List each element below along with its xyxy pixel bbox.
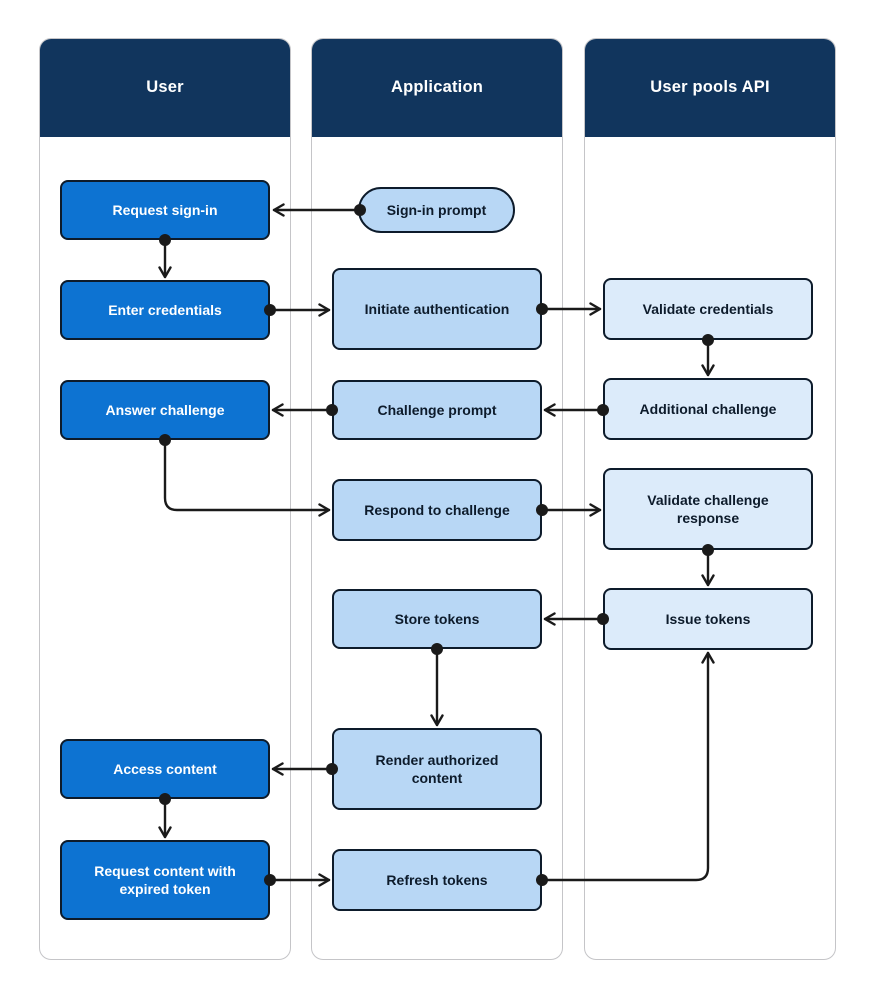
- node-render-authorized-content-label: Render authorized content: [375, 751, 499, 786]
- node-validate-challenge-response-label: Validate challenge response: [647, 491, 769, 526]
- node-answer-challenge-label: Answer challenge: [105, 401, 225, 418]
- lane-user: [39, 38, 291, 960]
- node-additional-challenge-label: Additional challenge: [639, 400, 777, 417]
- node-request-sign-in: [60, 180, 270, 240]
- node-request-sign-in-label: Request sign-in: [112, 201, 218, 218]
- node-store-tokens-label: Store tokens: [394, 610, 480, 627]
- node-refresh-tokens: [332, 849, 542, 911]
- node-refresh-tokens-label: Refresh tokens: [386, 871, 488, 888]
- node-initiate-authentication-label: Initiate authentication: [364, 300, 510, 317]
- node-enter-credentials-label: Enter credentials: [108, 301, 222, 318]
- lane-header-user: [39, 38, 291, 137]
- node-request-content-with-expired-token: [60, 840, 270, 920]
- node-enter-credentials: [60, 280, 270, 340]
- node-render-authorized-content: [332, 728, 542, 810]
- node-sign-in-prompt-label: Sign-in prompt: [386, 201, 487, 218]
- node-validate-credentials: [603, 278, 813, 340]
- node-respond-to-challenge: [332, 479, 542, 541]
- node-access-content: [60, 739, 270, 799]
- node-respond-to-challenge-label: Respond to challenge: [364, 501, 510, 518]
- node-access-content-label: Access content: [113, 760, 217, 777]
- node-sign-in-prompt: [358, 187, 515, 233]
- node-validate-challenge-response: [603, 468, 813, 550]
- lane-header-application: [311, 38, 563, 137]
- node-issue-tokens-label: Issue tokens: [665, 610, 751, 627]
- lane-header-user-pools-api: [584, 38, 836, 137]
- lane-title-user-pools-api: User pools API: [650, 77, 770, 96]
- node-validate-credentials-label: Validate credentials: [642, 300, 774, 317]
- lane-title-application: Application: [390, 77, 484, 96]
- node-challenge-prompt-label: Challenge prompt: [377, 401, 497, 418]
- node-store-tokens: [332, 589, 542, 649]
- node-answer-challenge: [60, 380, 270, 440]
- node-issue-tokens: [603, 588, 813, 650]
- node-challenge-prompt: [332, 380, 542, 440]
- node-additional-challenge: [603, 378, 813, 440]
- lane-title-user: User: [146, 77, 184, 96]
- node-request-content-with-expired-token-label: Request content with expired token: [94, 862, 236, 897]
- node-initiate-authentication: [332, 268, 542, 350]
